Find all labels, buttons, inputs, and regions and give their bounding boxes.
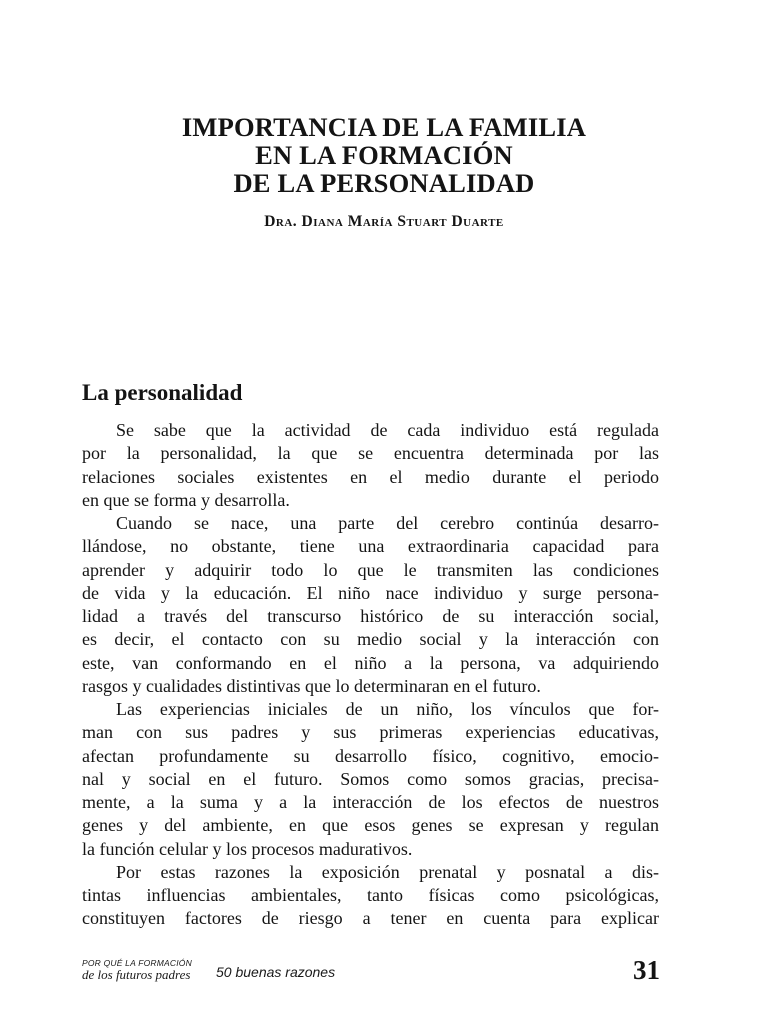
book-brand-logo [82, 958, 214, 982]
body-line: Se sabe que la actividad de cada individuo está regulada [116, 420, 659, 440]
title-line: IMPORTANCIA DE LA FAMILIA [181, 112, 587, 142]
body-line: rasgos y cualidades distintivas que lo determinaran en el futuro. [82, 675, 541, 696]
body-line: nal y social en el futuro. Somos como somos gracias, precisa- [82, 768, 659, 789]
body-line: de vida y la educación. El niño nace individuo y surge persona- [82, 582, 659, 603]
body-line: es decir, el contacto con su medio social y la interacción con [82, 629, 659, 650]
body-line: llándose, no obstante, tiene una extraordinaria capacidad para [82, 536, 659, 557]
body-line: la función celular y los procesos madurativos. [82, 838, 413, 859]
body-line: genes y del ambiente, en que esos genes se expresan y regulan [82, 815, 659, 836]
body-line: afectan profundamente su desarrollo físico, cognitivo, emocio- [82, 745, 659, 766]
body-line: tintas influencias ambientales, tanto físicas como psicológicas, [82, 885, 659, 905]
title-line: EN LA FORMACIÓN [255, 140, 513, 170]
body-line: lidad a través del transcurso histórico de su interacción social, [82, 606, 659, 626]
body-line: Las experiencias iniciales de un niño, los vínculos que for- [116, 699, 659, 719]
author-name: Dra. Diana María Stuart Duarte [264, 213, 504, 230]
body-line: Cuando se nace, una parte del cerebro continúa desarro- [116, 513, 659, 533]
body-line: por la personalidad, la que se encuentra determinada por las [82, 443, 659, 464]
body-line: relaciones sociales existentes en el medio durante el periodo [82, 466, 659, 487]
body-text [82, 419, 659, 931]
brand-bottom-line: de los futuros padres [82, 967, 191, 982]
body-line: en que se forma y desarrolla. [82, 489, 290, 510]
book-tagline: 50 buenas razones [216, 964, 336, 980]
page-number: 31 [633, 955, 660, 985]
body-line: man con sus padres y sus primeras experiencias educativas, [82, 722, 659, 743]
title-line: DE LA PERSONALIDAD [233, 168, 535, 198]
body-line: aprender y adquirir todo lo que le transmiten las condiciones [82, 559, 659, 580]
document-title [60, 113, 708, 197]
body-line: Por estas razones la exposición prenatal y posnatal a dis- [116, 861, 659, 882]
body-line: constituyen factores de riesgo a tener en cuenta para explicar [82, 908, 659, 929]
body-line: este, van conformando en el niño a la persona, va adquiriendo [82, 652, 659, 673]
section-heading: La personalidad [82, 380, 243, 405]
brand-top-line: POR QUÉ LA FORMACIÓN [82, 958, 192, 968]
body-line: mente, a la suma y a la interacción de los efectos de nuestros [82, 792, 659, 812]
